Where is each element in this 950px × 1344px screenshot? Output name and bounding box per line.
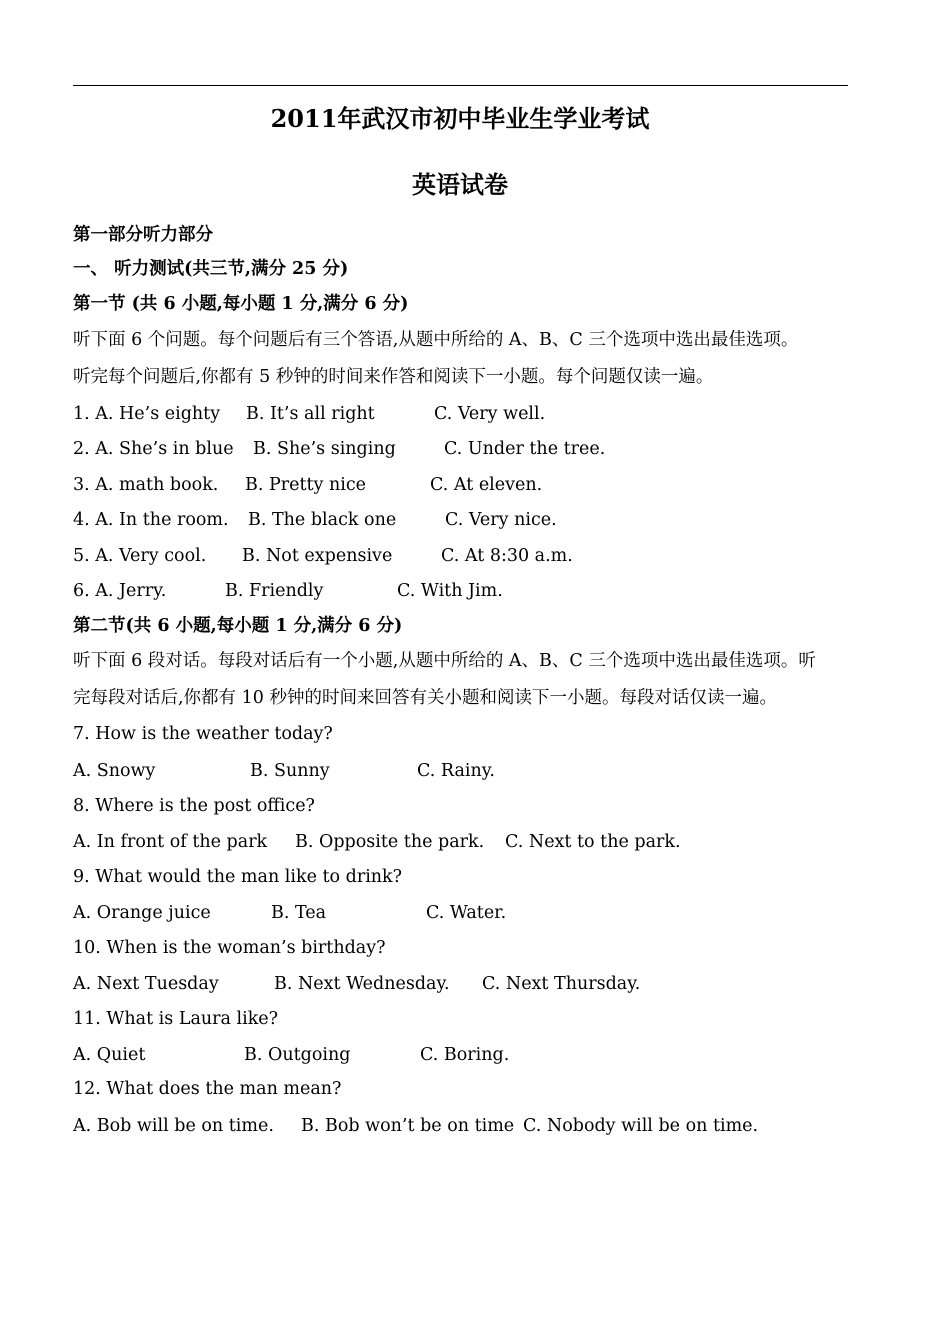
exam-subtitle: 英语试卷 <box>412 170 508 199</box>
question-3-option-c: C. At eleven. <box>430 475 543 495</box>
question-10-option-a: A. Next Tuesday <box>73 974 219 994</box>
question-6-option-b: B. Friendly <box>225 581 324 601</box>
part-heading: 第一部分听力部分 <box>73 225 213 245</box>
question-9-option-c: C. Water. <box>426 903 507 923</box>
question-12-option-c: C. Nobody will be on time. <box>523 1116 759 1136</box>
question-2-option-b: B. She’s singing <box>253 439 396 459</box>
question-4-option-a: 4. A. In the room. <box>73 510 229 530</box>
question-2-option-c: C. Under the tree. <box>444 439 606 459</box>
question-9-stem: 9. What would the man like to drink? <box>73 867 403 887</box>
exam-title: 2011年武汉市初中毕业生学业考试 <box>270 104 650 133</box>
question-4-option-b: B. The black one <box>248 510 397 530</box>
question-11-option-a: A. Quiet <box>73 1045 146 1065</box>
question-11-option-b: B. Outgoing <box>244 1045 351 1065</box>
question-3-option-a: 3. A. math book. <box>73 475 219 495</box>
question-6-option-a: 6. A. Jerry. <box>73 581 167 601</box>
question-8-option-b: B. Opposite the park. <box>295 832 485 852</box>
section1-heading: 第一节 (共 6 小题,每小题 1 分,满分 6 分) <box>73 294 409 314</box>
question-8-stem: 8. Where is the post office? <box>73 796 315 816</box>
question-4-option-c: C. Very nice. <box>445 510 557 530</box>
question-10-stem: 10. When is the woman’s birthday? <box>73 938 386 958</box>
question-1-option-b: B. It’s all right <box>246 404 375 424</box>
section1-instruction-1: 听下面 6 个问题。每个问题后有三个答语,从题中所给的 A、B、C 三个选项中选出最佳选项。 <box>73 330 799 350</box>
question-7-option-b: B. Sunny <box>250 761 330 781</box>
question-7-option-c: C. Rainy. <box>417 761 495 781</box>
section2-instruction-2: 完每段对话后,你都有 10 秒钟的时间来回答有关小题和阅读下一小题。每段对话仅读一遍。 <box>73 688 777 708</box>
question-3-option-b: B. Pretty nice <box>245 475 367 495</box>
question-7-option-a: A. Snowy <box>73 761 156 781</box>
question-11-option-c: C. Boring. <box>420 1045 510 1065</box>
question-1-option-c: C. Very well. <box>434 404 546 424</box>
question-2-option-a: 2. A. She’s in blue <box>73 439 234 459</box>
section2-instruction-1: 听下面 6 段对话。每段对话后有一个小题,从题中所给的 A、B、C 三个选项中选出最佳选项。听 <box>73 651 816 671</box>
section-heading: 一、 听力测试(共三节,满分 25 分) <box>73 259 349 279</box>
question-7-stem: 7. How is the weather today? <box>73 724 333 744</box>
question-5-option-a: 5. A. Very cool. <box>73 546 207 566</box>
question-8-option-a: A. In front of the park <box>73 832 268 852</box>
question-9-option-a: A. Orange juice <box>73 903 211 923</box>
question-1-option-a: 1. A. He’s eighty <box>73 404 221 424</box>
question-5-option-c: C. At 8:30 a.m. <box>441 546 573 566</box>
question-12-option-b: B. Bob won’t be on time <box>301 1116 515 1136</box>
question-9-option-b: B. Tea <box>271 903 327 923</box>
header-rule <box>73 85 848 86</box>
question-11-stem: 11. What is Laura like? <box>73 1009 279 1029</box>
question-8-option-c: C. Next to the park. <box>505 832 681 852</box>
section1-instruction-2: 听完每个问题后,你都有 5 秒钟的时间来作答和阅读下一小题。每个问题仅读一遍。 <box>73 367 714 387</box>
question-12-option-a: A. Bob will be on time. <box>73 1116 274 1136</box>
question-10-option-b: B. Next Wednesday. <box>274 974 450 994</box>
question-6-option-c: C. With Jim. <box>397 581 503 601</box>
question-5-option-b: B. Not expensive <box>242 546 393 566</box>
question-10-option-c: C. Next Thursday. <box>482 974 641 994</box>
question-12-stem: 12. What does the man mean? <box>73 1079 342 1099</box>
section2-heading: 第二节(共 6 小题,每小题 1 分,满分 6 分) <box>73 616 403 636</box>
